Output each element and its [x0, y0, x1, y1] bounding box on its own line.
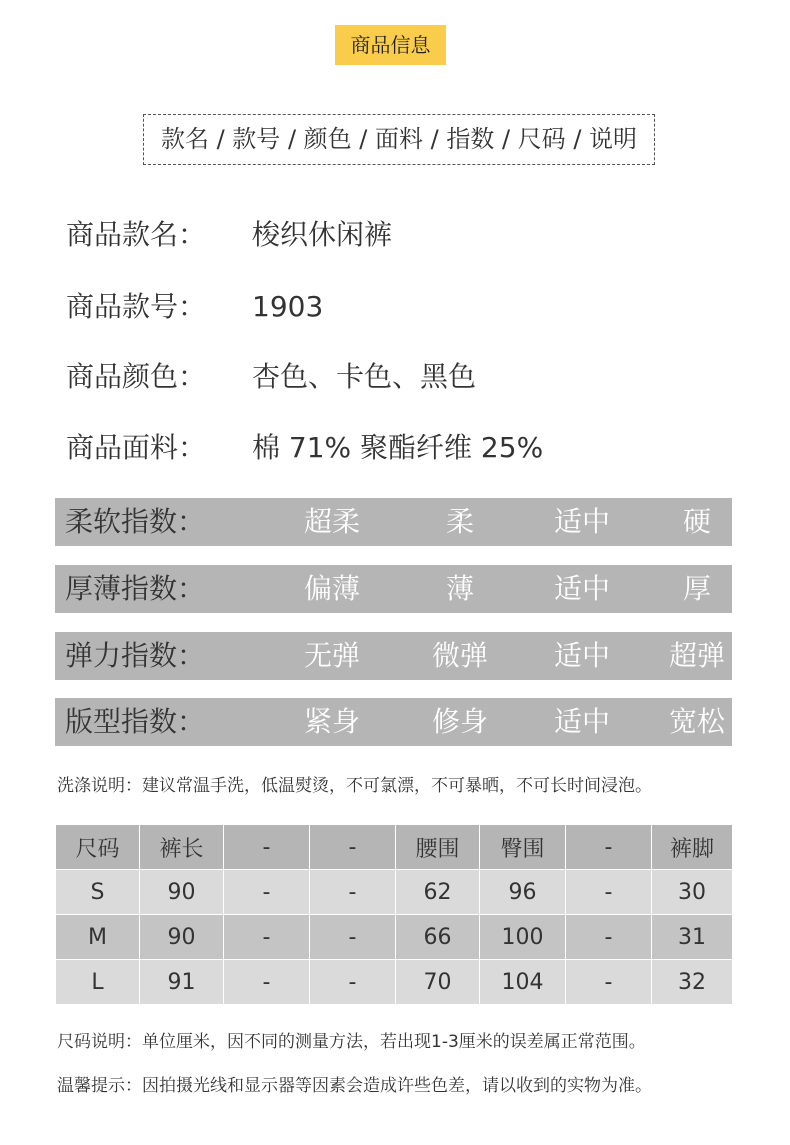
- index-row-fit: [55, 698, 732, 746]
- index-option: 适中: [553, 572, 610, 605]
- index-option: 厚: [682, 572, 711, 605]
- table-cell: -: [224, 870, 310, 915]
- size-note-text: 单位厘米，因不同的测量方法，若出现1-3厘米的误差属正常范围。: [142, 1032, 646, 1052]
- table-header-row: [56, 825, 733, 870]
- table-row: [56, 960, 733, 1005]
- index-option: 紧身: [303, 705, 360, 738]
- table-cell: -: [310, 915, 396, 960]
- table-cell: 62: [396, 870, 480, 915]
- index-option: 适中: [553, 505, 610, 538]
- index-row-softness: [55, 498, 732, 546]
- table-header-cell: 臀围: [480, 825, 566, 870]
- index-label: 弹力指数：: [65, 639, 206, 672]
- index-row-thickness: [55, 565, 732, 613]
- table-cell: -: [224, 915, 310, 960]
- table-cell: -: [310, 960, 396, 1005]
- table-cell: 91: [140, 960, 224, 1005]
- index-option: 偏薄: [303, 572, 360, 605]
- index-option: 宽松: [668, 705, 725, 738]
- index-option: 适中: [553, 639, 610, 672]
- index-option: 超弹: [668, 639, 725, 672]
- table-header-cell: 裤长: [140, 825, 224, 870]
- info-label: 商品款名：: [66, 218, 207, 251]
- index-label: 柔软指数：: [65, 505, 206, 538]
- table-header-cell: 腰围: [396, 825, 480, 870]
- section-title-badge: 商品信息: [335, 25, 446, 65]
- tip-note-label: 温馨提示：: [57, 1076, 142, 1096]
- info-label: 商品款号：: [66, 290, 207, 323]
- index-label: 版型指数：: [65, 705, 206, 738]
- table-cell: 31: [652, 915, 733, 960]
- table-cell: 30: [652, 870, 733, 915]
- table-cell: -: [566, 915, 652, 960]
- table-cell: 90: [140, 915, 224, 960]
- index-row-elasticity: [55, 632, 732, 680]
- table-cell: -: [310, 870, 396, 915]
- info-value: 棉 71% 聚酯纤维 25%: [252, 431, 544, 464]
- index-option: 适中: [553, 705, 610, 738]
- size-note: [57, 1030, 646, 1054]
- washing-note: [57, 774, 652, 798]
- table-cell: 104: [480, 960, 566, 1005]
- table-cell: -: [566, 960, 652, 1005]
- table-cell: 90: [140, 870, 224, 915]
- index-option: 修身: [431, 705, 488, 738]
- info-value: 梭织休闲裤: [252, 218, 393, 251]
- table-cell: 66: [396, 915, 480, 960]
- size-table: [55, 824, 733, 1005]
- info-label: 商品颜色：: [66, 360, 207, 393]
- index-option: 硬: [682, 505, 711, 538]
- fields-summary-box: 款名 / 款号 / 颜色 / 面料 / 指数 / 尺码 / 说明: [143, 114, 655, 165]
- washing-note-text: 建议常温手洗，低温熨烫，不可氯漂，不可暴晒，不可长时间浸泡。: [142, 776, 652, 796]
- index-option: 无弹: [303, 639, 360, 672]
- table-header-cell: 裤脚: [652, 825, 733, 870]
- table-cell: S: [56, 870, 140, 915]
- info-value: 杏色、卡色、黑色: [252, 360, 477, 393]
- table-cell: -: [224, 960, 310, 1005]
- table-header-cell: -: [566, 825, 652, 870]
- size-note-label: 尺码说明：: [57, 1032, 142, 1052]
- index-label: 厚薄指数：: [65, 572, 206, 605]
- table-cell: L: [56, 960, 140, 1005]
- tip-note-text: 因拍摄光线和显示器等因素会造成许些色差，请以收到的实物为准。: [142, 1076, 652, 1096]
- table-cell: 96: [480, 870, 566, 915]
- table-cell: M: [56, 915, 140, 960]
- index-option: 微弹: [431, 639, 488, 672]
- info-value: 1903: [252, 290, 324, 323]
- tip-note: [57, 1074, 652, 1098]
- table-cell: -: [566, 870, 652, 915]
- index-option: 柔: [445, 505, 474, 538]
- table-header-cell: 尺码: [56, 825, 140, 870]
- table-cell: 70: [396, 960, 480, 1005]
- table-cell: 32: [652, 960, 733, 1005]
- washing-note-label: 洗涤说明：: [57, 776, 142, 796]
- table-row: [56, 870, 733, 915]
- index-option: 薄: [445, 572, 474, 605]
- table-header-cell: -: [224, 825, 310, 870]
- table-row: [56, 915, 733, 960]
- table-cell: 100: [480, 915, 566, 960]
- index-option: 超柔: [303, 505, 360, 538]
- table-header-cell: -: [310, 825, 396, 870]
- info-label: 商品面料：: [66, 431, 207, 464]
